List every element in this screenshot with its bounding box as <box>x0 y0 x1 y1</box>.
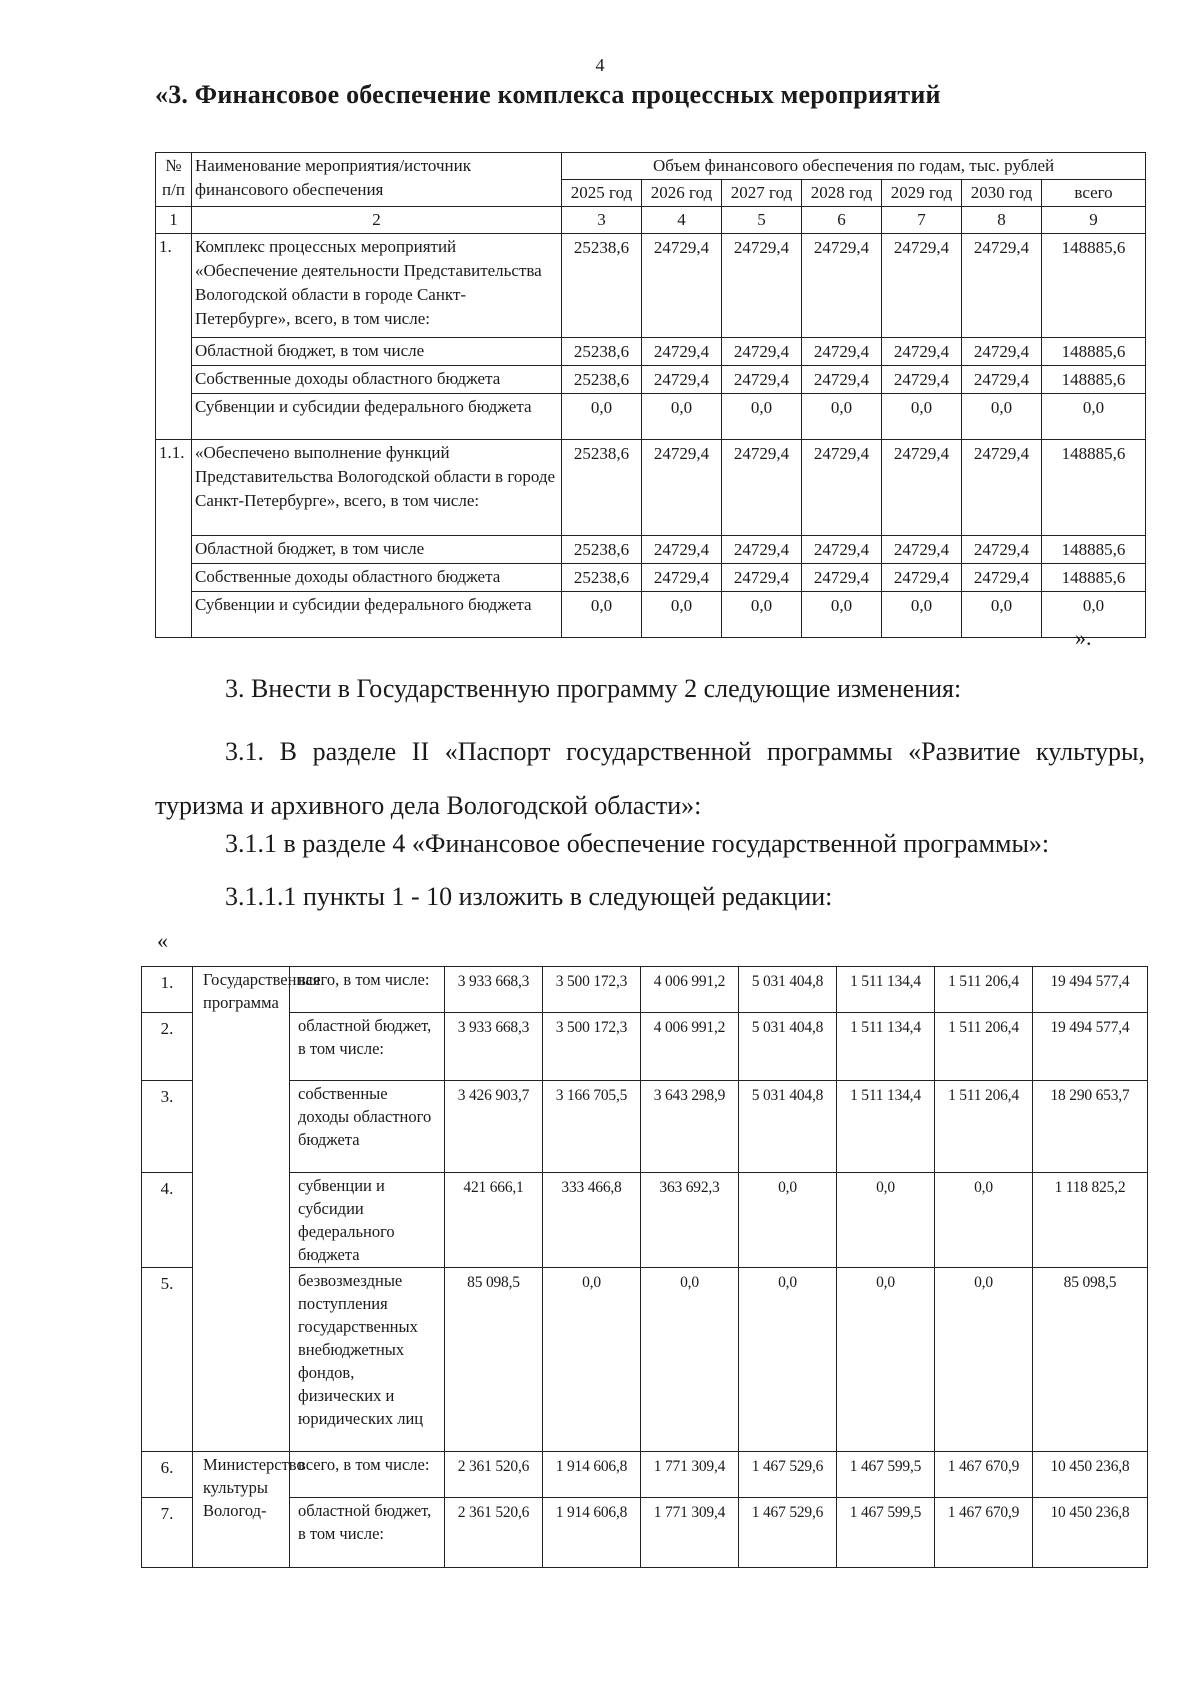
value-cell: 1 467 599,5 <box>837 1452 935 1498</box>
value-cell: 24729,4 <box>962 338 1042 366</box>
value-cell: 1 467 670,9 <box>935 1452 1033 1498</box>
value-cell: 3 166 705,5 <box>543 1081 641 1173</box>
value-cell: 0,0 <box>802 394 882 440</box>
paragraph: 3.1.1.1 пункты 1 - 10 изложить в следующей редакции: <box>225 882 833 911</box>
row-label: безвозмездные поступления государственных внебюджетных фондов, физических и юридических лиц <box>290 1268 445 1452</box>
value-cell: 24729,4 <box>802 536 882 564</box>
value-cell: 25238,6 <box>562 564 642 592</box>
col-number: 4 <box>642 207 722 234</box>
row-number: 5. <box>142 1268 193 1452</box>
row-number: 3. <box>142 1081 193 1173</box>
value-cell: 3 933 668,3 <box>445 967 543 1013</box>
value-cell: 0,0 <box>882 394 962 440</box>
table-row <box>156 564 1146 592</box>
row-name: Комплекс процессных мероприятий «Обеспечение деятельности Представительства Вологодской области в городе Санкт-Петербурге», всего, в том числе: <box>192 234 562 338</box>
value-cell: 25238,6 <box>562 536 642 564</box>
value-cell: 0,0 <box>962 394 1042 440</box>
value-cell: 25238,6 <box>562 338 642 366</box>
row-name: «Обеспечено выполнение функций Представительства Вологодской области в городе Санкт-Петербурге», всего, в том числе: <box>192 440 562 536</box>
table2-body <box>142 967 1148 1568</box>
value-cell: 24729,4 <box>642 440 722 536</box>
value-cell: 148885,6 <box>1042 234 1146 338</box>
row-name: Субвенции и субсидии федерального бюджета <box>192 394 562 440</box>
value-cell: 1 511 206,4 <box>935 1081 1033 1173</box>
header-year: 2027 год <box>722 180 802 207</box>
value-cell: 0,0 <box>962 592 1042 638</box>
table-row <box>142 1081 1148 1173</box>
value-cell: 19 494 577,4 <box>1033 967 1148 1013</box>
value-cell: 421 666,1 <box>445 1173 543 1268</box>
value-cell: 0,0 <box>739 1173 837 1268</box>
table-row <box>156 234 1146 338</box>
row-number: 1. <box>156 234 192 440</box>
value-cell: 24729,4 <box>722 440 802 536</box>
value-cell: 148885,6 <box>1042 338 1146 366</box>
row-name: Областной бюджет, в том числе <box>192 338 562 366</box>
value-cell: 24729,4 <box>962 564 1042 592</box>
value-cell: 24729,4 <box>802 564 882 592</box>
value-cell: 24729,4 <box>802 366 882 394</box>
value-cell: 25238,6 <box>562 440 642 536</box>
value-cell: 333 466,8 <box>543 1173 641 1268</box>
value-cell: 24729,4 <box>802 234 882 338</box>
header-year: 2028 год <box>802 180 882 207</box>
value-cell: 24729,4 <box>882 234 962 338</box>
value-cell: 1 914 606,8 <box>543 1452 641 1498</box>
table-row <box>142 1498 1148 1568</box>
row-name: Собственные доходы областного бюджета <box>192 564 562 592</box>
value-cell: 1 771 309,4 <box>641 1452 739 1498</box>
table-row <box>156 338 1146 366</box>
value-cell: 24729,4 <box>882 338 962 366</box>
value-cell: 1 511 134,4 <box>837 967 935 1013</box>
row-number: 1.1. <box>156 440 192 638</box>
value-cell: 4 006 991,2 <box>641 1013 739 1081</box>
row-number: 1. <box>142 967 193 1013</box>
value-cell: 1 914 606,8 <box>543 1498 641 1568</box>
row-name: Областной бюджет, в том числе <box>192 536 562 564</box>
value-cell: 0,0 <box>882 592 962 638</box>
table-row <box>156 592 1146 638</box>
header-total: всего <box>1042 180 1146 207</box>
value-cell: 0,0 <box>722 394 802 440</box>
page-number: 4 <box>595 55 605 75</box>
value-cell: 24729,4 <box>722 564 802 592</box>
value-cell: 24729,4 <box>642 366 722 394</box>
value-cell: 148885,6 <box>1042 564 1146 592</box>
table-row <box>156 440 1146 536</box>
opening-quote: « <box>157 928 168 953</box>
table-row <box>156 536 1146 564</box>
row-label: всего, в том числе: <box>290 967 445 1013</box>
col-number: 7 <box>882 207 962 234</box>
value-cell: 0,0 <box>935 1173 1033 1268</box>
value-cell: 0,0 <box>722 592 802 638</box>
value-cell: 24729,4 <box>962 440 1042 536</box>
table-row <box>156 366 1146 394</box>
row-label: субвенции и субсидии федерального бюджета <box>290 1173 445 1268</box>
value-cell: 1 467 599,5 <box>837 1498 935 1568</box>
program-finance-table <box>141 966 1148 1568</box>
value-cell: 24729,4 <box>642 536 722 564</box>
header-year: 2025 год <box>562 180 642 207</box>
paragraph: 3. Внести в Государственную программу 2 следующие изменения: <box>225 674 962 703</box>
value-cell: 1 511 206,4 <box>935 1013 1033 1081</box>
value-cell: 25238,6 <box>562 366 642 394</box>
value-cell: 24729,4 <box>722 234 802 338</box>
value-cell: 1 511 134,4 <box>837 1013 935 1081</box>
value-cell: 0,0 <box>837 1268 935 1452</box>
value-cell: 1 118 825,2 <box>1033 1173 1148 1268</box>
value-cell: 0,0 <box>1042 394 1146 440</box>
table-row <box>156 394 1146 440</box>
value-cell: 363 692,3 <box>641 1173 739 1268</box>
row-name: Субвенции и субсидии федерального бюджета <box>192 592 562 638</box>
header-num: № п/п <box>156 153 192 207</box>
value-cell: 2 361 520,6 <box>445 1452 543 1498</box>
row-number: 6. <box>142 1452 193 1498</box>
value-cell: 148885,6 <box>1042 366 1146 394</box>
value-cell: 0,0 <box>739 1268 837 1452</box>
value-cell: 148885,6 <box>1042 440 1146 536</box>
paragraph: 3.1. В разделе II «Паспорт государственной программы «Развитие культуры, туризма и архивного дела Вологодской области»: <box>155 737 1145 820</box>
value-cell: 1 467 670,9 <box>935 1498 1033 1568</box>
value-cell: 24729,4 <box>642 338 722 366</box>
paragraph: 3.1.1 в разделе 4 «Финансовое обеспечение государственной программы»: <box>225 829 1050 858</box>
table-row <box>142 1013 1148 1081</box>
col-number: 9 <box>1042 207 1146 234</box>
value-cell: 148885,6 <box>1042 536 1146 564</box>
value-cell: 3 500 172,3 <box>543 1013 641 1081</box>
value-cell: 0,0 <box>641 1268 739 1452</box>
value-cell: 3 643 298,9 <box>641 1081 739 1173</box>
value-cell: 0,0 <box>562 592 642 638</box>
value-cell: 10 450 236,8 <box>1033 1452 1148 1498</box>
table-row <box>142 1452 1148 1498</box>
col-number: 8 <box>962 207 1042 234</box>
header-year: 2026 год <box>642 180 722 207</box>
row-label: собственные доходы областного бюджета <box>290 1081 445 1173</box>
value-cell: 24729,4 <box>882 366 962 394</box>
process-activities-finance-table <box>155 152 1146 638</box>
row-label: всего, в том числе: <box>290 1452 445 1498</box>
closing-quote: ». <box>1075 625 1092 650</box>
value-cell: 2 361 520,6 <box>445 1498 543 1568</box>
value-cell: 0,0 <box>562 394 642 440</box>
value-cell: 0,0 <box>543 1268 641 1452</box>
header-year: 2029 год <box>882 180 962 207</box>
value-cell: 85 098,5 <box>1033 1268 1148 1452</box>
row-label: областной бюджет, в том числе: <box>290 1013 445 1081</box>
value-cell: 24729,4 <box>642 234 722 338</box>
value-cell: 24729,4 <box>722 366 802 394</box>
value-cell: 85 098,5 <box>445 1268 543 1452</box>
value-cell: 5 031 404,8 <box>739 967 837 1013</box>
value-cell: 1 511 134,4 <box>837 1081 935 1173</box>
col-number: 5 <box>722 207 802 234</box>
value-cell: 1 467 529,6 <box>739 1498 837 1568</box>
value-cell: 5 031 404,8 <box>739 1081 837 1173</box>
value-cell: 1 771 309,4 <box>641 1498 739 1568</box>
value-cell: 18 290 653,7 <box>1033 1081 1148 1173</box>
value-cell: 24729,4 <box>802 440 882 536</box>
value-cell: 1 467 529,6 <box>739 1452 837 1498</box>
group-name: Министерство культуры Вологод- <box>193 1452 290 1568</box>
row-label: областной бюджет, в том числе: <box>290 1498 445 1568</box>
col-number: 1 <box>156 207 192 234</box>
row-number: 7. <box>142 1498 193 1568</box>
value-cell: 0,0 <box>837 1173 935 1268</box>
value-cell: 24729,4 <box>722 338 802 366</box>
table-row <box>142 1173 1148 1268</box>
col-number: 6 <box>802 207 882 234</box>
table-row <box>142 1268 1148 1452</box>
value-cell: 10 450 236,8 <box>1033 1498 1148 1568</box>
value-cell: 1 511 206,4 <box>935 967 1033 1013</box>
value-cell: 0,0 <box>1042 592 1146 638</box>
col-number: 3 <box>562 207 642 234</box>
value-cell: 0,0 <box>802 592 882 638</box>
value-cell: 4 006 991,2 <box>641 967 739 1013</box>
value-cell: 24729,4 <box>642 564 722 592</box>
value-cell: 24729,4 <box>962 234 1042 338</box>
value-cell: 24729,4 <box>962 366 1042 394</box>
row-number: 2. <box>142 1013 193 1081</box>
value-cell: 24729,4 <box>722 536 802 564</box>
value-cell: 24729,4 <box>962 536 1042 564</box>
header-year: 2030 год <box>962 180 1042 207</box>
value-cell: 19 494 577,4 <box>1033 1013 1148 1081</box>
value-cell: 0,0 <box>935 1268 1033 1452</box>
group-name: Государственная программа <box>193 967 290 1452</box>
row-number: 4. <box>142 1173 193 1268</box>
value-cell: 0,0 <box>642 394 722 440</box>
value-cell: 3 426 903,7 <box>445 1081 543 1173</box>
table-row <box>142 967 1148 1013</box>
value-cell: 24729,4 <box>802 338 882 366</box>
value-cell: 0,0 <box>642 592 722 638</box>
value-cell: 24729,4 <box>882 564 962 592</box>
section-heading: «3. Финансовое обеспечение комплекса процессных мероприятий <box>155 80 941 109</box>
table1-body <box>156 234 1146 638</box>
value-cell: 25238,6 <box>562 234 642 338</box>
value-cell: 3 500 172,3 <box>543 967 641 1013</box>
col-number: 2 <box>192 207 562 234</box>
value-cell: 3 933 668,3 <box>445 1013 543 1081</box>
header-volume: Объем финансового обеспечения по годам, тыс. рублей <box>562 153 1146 180</box>
header-name: Наименование мероприятия/источник финансового обеспечения <box>192 153 562 207</box>
value-cell: 24729,4 <box>882 440 962 536</box>
row-name: Собственные доходы областного бюджета <box>192 366 562 394</box>
value-cell: 5 031 404,8 <box>739 1013 837 1081</box>
value-cell: 24729,4 <box>882 536 962 564</box>
